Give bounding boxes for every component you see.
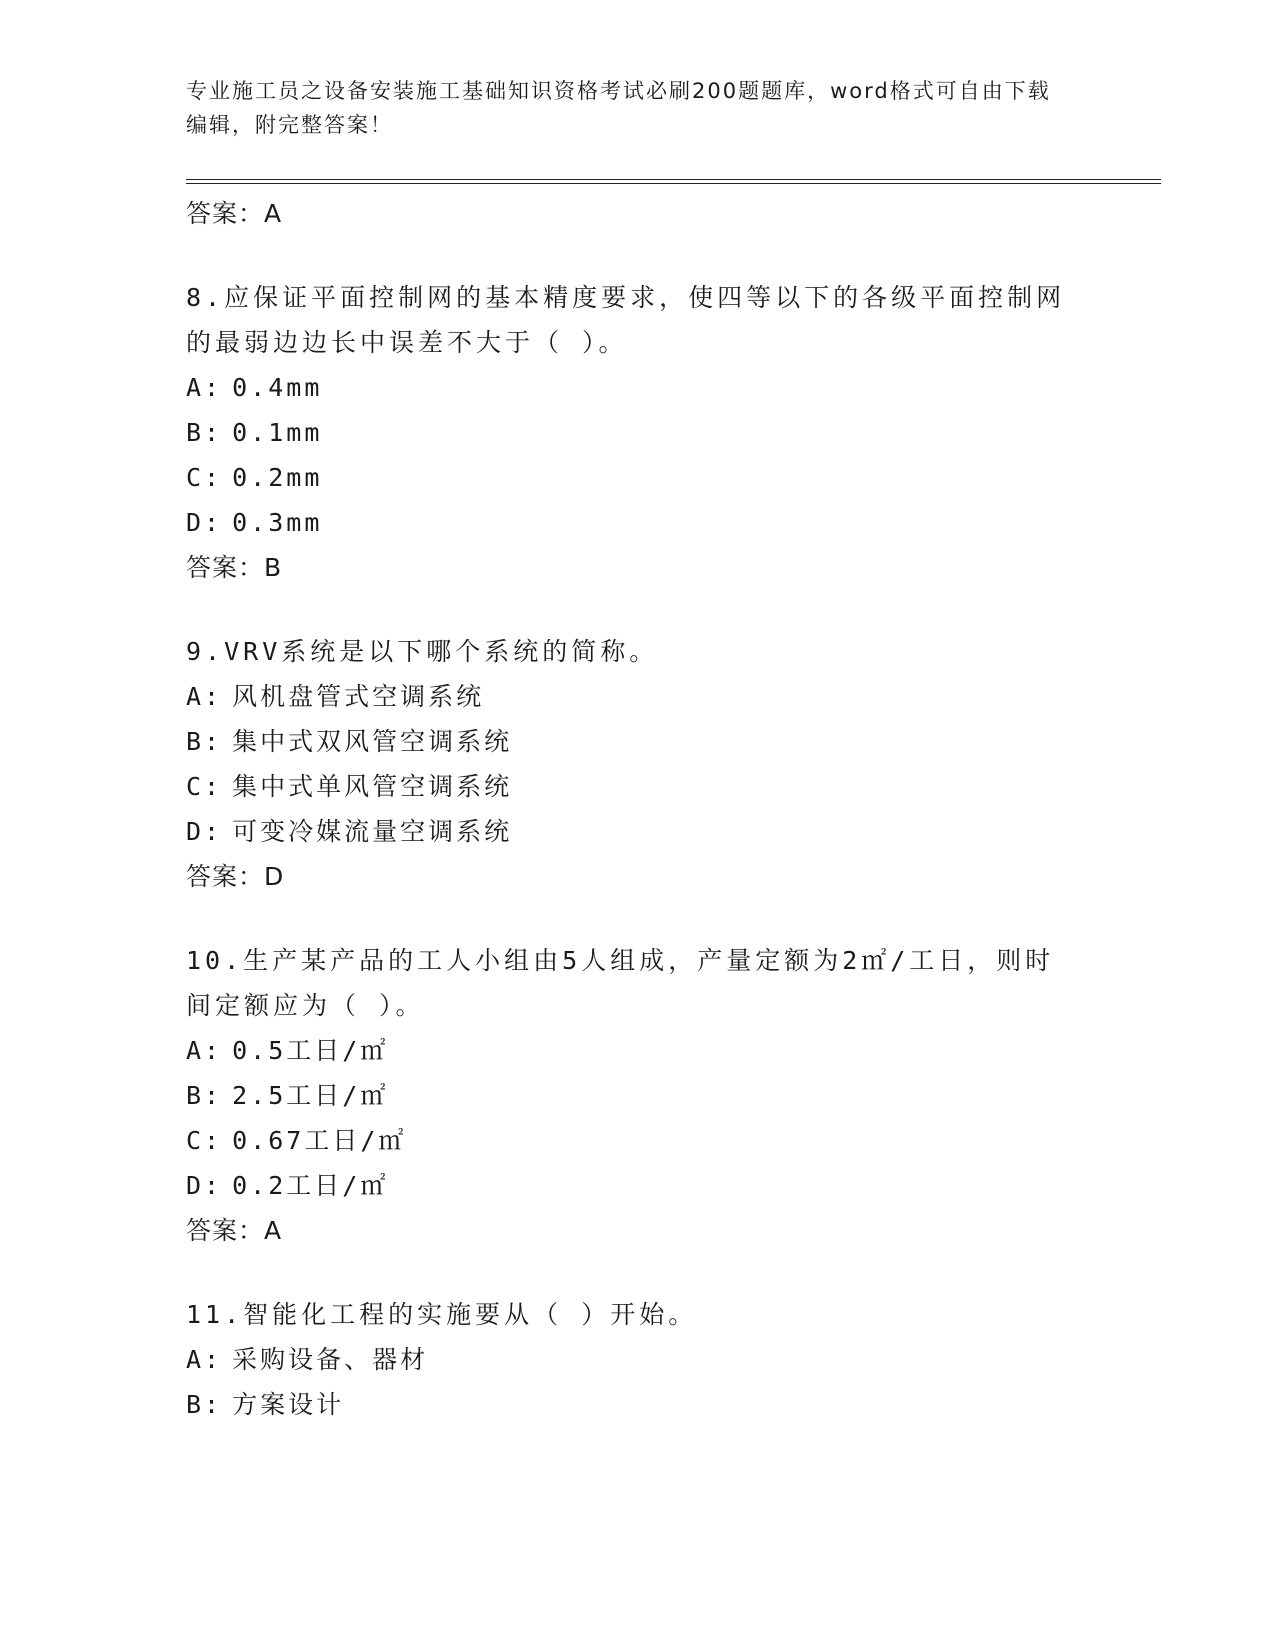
answer-line <box>186 1208 1086 1253</box>
option-key: A: <box>186 1036 223 1065</box>
document-header: 专业施工员之设备安装施工基础知识资格考试必刷200题题库，word格式可自由下载编辑，附完整答案！ <box>186 79 1051 137</box>
option-text: 0.1mm <box>232 418 323 447</box>
answer-label: 答案： <box>186 199 265 228</box>
option-key: B: <box>186 1081 223 1110</box>
option-text: 0.2mm <box>232 463 323 492</box>
option-text: 0.67工日/㎡ <box>232 1126 407 1155</box>
option-key: A: <box>186 682 223 711</box>
option-a <box>186 365 1086 410</box>
option-text: 方案设计 <box>232 1390 345 1419</box>
answer-label: 答案： <box>186 1216 265 1245</box>
question-list <box>186 191 1086 1427</box>
option-b <box>186 719 1086 764</box>
option-key: B: <box>186 418 223 447</box>
option-c <box>186 1118 1086 1163</box>
question-text: 11.智能化工程的实施要从（ ）开始。 <box>186 1300 698 1329</box>
spacer <box>186 1253 1086 1292</box>
option-text: 风机盘管式空调系统 <box>232 682 485 711</box>
option-b <box>186 1382 1086 1427</box>
option-key: D: <box>186 508 223 537</box>
answer-value: D <box>264 862 285 891</box>
option-key: C: <box>186 772 223 801</box>
question-text: 10.生产某产品的工人小组由5人组成，产量定额为2㎡/工日，则时间定额应为（ ）。 <box>186 946 1055 1020</box>
option-text: 0.4mm <box>232 373 323 402</box>
option-text: 可变冷媒流量空调系统 <box>232 817 513 846</box>
option-key: C: <box>186 1126 223 1155</box>
option-b <box>186 410 1086 455</box>
option-key: C: <box>186 463 223 492</box>
answer-line <box>186 191 1086 236</box>
spacer <box>186 899 1086 938</box>
answer-line <box>186 545 1086 590</box>
option-key: D: <box>186 1171 223 1200</box>
header-divider-bottom <box>186 183 1161 184</box>
option-text: 2.5工日/㎡ <box>232 1081 389 1110</box>
answer-value: B <box>264 553 283 582</box>
option-a <box>186 674 1086 719</box>
option-d <box>186 1163 1086 1208</box>
option-text: 采购设备、器材 <box>232 1345 429 1374</box>
option-d <box>186 500 1086 545</box>
answer-line <box>186 854 1086 899</box>
option-text: 0.3mm <box>232 508 323 537</box>
option-key: D: <box>186 817 223 846</box>
question-text: 8.应保证平面控制网的基本精度要求，使四等以下的各级平面控制网的最弱边边长中误差不大于（ ）。 <box>186 283 1066 357</box>
answer-label: 答案： <box>186 862 265 891</box>
option-key: A: <box>186 373 223 402</box>
option-key: B: <box>186 1390 223 1419</box>
option-text: 0.2工日/㎡ <box>232 1171 389 1200</box>
question-text: 9.VRV系统是以下哪个系统的简称。 <box>186 637 659 666</box>
header-divider-top <box>186 179 1161 180</box>
option-key: A: <box>186 1345 223 1374</box>
answer-label: 答案： <box>186 553 265 582</box>
option-text: 集中式单风管空调系统 <box>232 772 513 801</box>
answer-value: A <box>264 199 283 228</box>
option-a <box>186 1028 1086 1073</box>
option-key: B: <box>186 727 223 756</box>
option-text: 0.5工日/㎡ <box>232 1036 389 1065</box>
answer-value: A <box>264 1216 283 1245</box>
option-text: 集中式双风管空调系统 <box>232 727 513 756</box>
spacer <box>186 590 1086 629</box>
option-c <box>186 764 1086 809</box>
option-c <box>186 455 1086 500</box>
spacer <box>186 236 1086 275</box>
option-a <box>186 1337 1086 1382</box>
option-b <box>186 1073 1086 1118</box>
option-d <box>186 809 1086 854</box>
